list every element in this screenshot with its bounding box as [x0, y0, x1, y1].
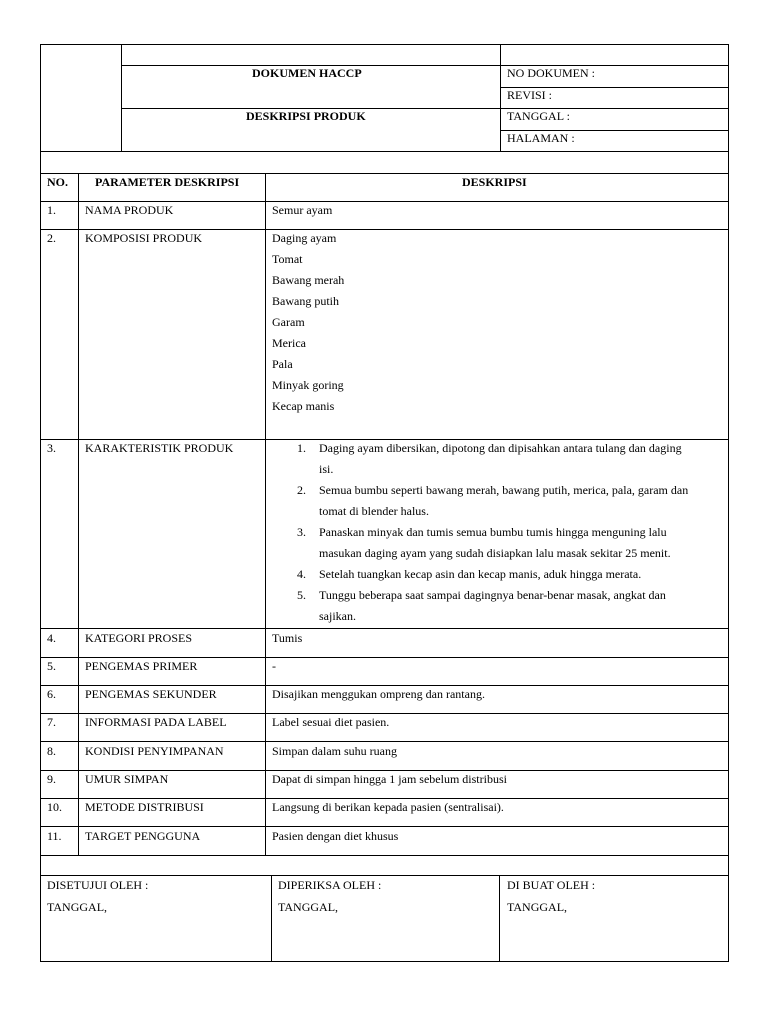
row-number: 4. [47, 631, 56, 645]
row-parameter: PENGEMAS SEKUNDER [85, 687, 217, 701]
approved-date-label: TANGGAL, [47, 900, 108, 914]
no-dokumen-label: NO DOKUMEN : [507, 66, 595, 80]
column-divider-param [265, 173, 266, 856]
row-rule [40, 826, 729, 827]
row-parameter: KATEGORI PROSES [85, 631, 193, 645]
outer-border-bottom [40, 961, 729, 962]
row-parameter: METODE DISTRIBUSI [85, 800, 204, 814]
row-number: 7. [47, 715, 56, 729]
made-date-label: TANGGAL, [507, 900, 568, 914]
row-parameter: INFORMASI PADA LABEL [85, 715, 227, 729]
header-rule [121, 65, 728, 66]
step-number: 2. [297, 483, 306, 497]
step-text: isi. [319, 462, 334, 476]
row-rule [40, 229, 729, 230]
row-number: 2. [47, 231, 56, 245]
approved-by-label: DISETUJUI OLEH : [47, 878, 149, 892]
ingredient-item: Daging ayam [272, 231, 337, 245]
ingredient-item: Tomat [272, 252, 303, 266]
made-by-label: DI BUAT OLEH : [507, 878, 596, 892]
table-top-rule [40, 173, 729, 174]
step-text: Panaskan minyak dan tumis semua bumbu tumis hingga menguning lalu [319, 525, 667, 539]
column-header-param: PARAMETER DESKRIPSI [95, 175, 240, 189]
row-number: 8. [47, 744, 56, 758]
row-number: 9. [47, 772, 56, 786]
step-number: 4. [297, 567, 306, 581]
row-description: Langsung di berikan kepada pasien (sentralisai). [272, 800, 504, 814]
step-text: Setelah tuangkan kecap asin dan kecap manis, aduk hingga merata. [319, 567, 642, 581]
row-number: 3. [47, 441, 56, 455]
document-subtitle: DESKRIPSI PRODUK [246, 109, 366, 123]
ingredient-item: Merica [272, 336, 306, 350]
row-parameter: PENGEMAS PRIMER [85, 659, 198, 673]
header-divider-left [121, 44, 122, 152]
row-parameter: KARAKTERISTIK PRODUK [85, 441, 234, 455]
row-rule [40, 628, 729, 629]
row-description: Semur ayam [272, 203, 333, 217]
ingredient-item: Pala [272, 357, 293, 371]
row-description: - [272, 659, 276, 673]
row-parameter: TARGET PENGGUNA [85, 829, 201, 843]
row-parameter: NAMA PRODUK [85, 203, 174, 217]
step-text: sajikan. [319, 609, 356, 623]
ingredient-item: Bawang merah [272, 273, 345, 287]
step-text: tomat di blender halus. [319, 504, 429, 518]
table-bottom-rule [40, 855, 729, 856]
signature-top-rule [40, 875, 729, 876]
step-number: 3. [297, 525, 306, 539]
row-rule [40, 770, 729, 771]
column-divider-no [78, 173, 79, 856]
row-number: 11. [47, 829, 62, 843]
outer-border-right [728, 44, 729, 962]
ingredient-item: Garam [272, 315, 305, 329]
row-parameter: UMUR SIMPAN [85, 772, 169, 786]
step-number: 1. [297, 441, 306, 455]
column-header-no: NO. [47, 175, 68, 189]
row-rule [40, 201, 729, 202]
outer-border-top [40, 44, 729, 45]
step-text: masukan daging ayam yang sudah disiapkan lalu masak sekitar 25 menit. [319, 546, 671, 560]
header-rule [121, 108, 728, 109]
row-parameter: KOMPOSISI PRODUK [85, 231, 203, 245]
header-bottom-rule [40, 151, 729, 152]
row-description: Simpan dalam suhu ruang [272, 744, 397, 758]
row-parameter: KONDISI PENYIMPANAN [85, 744, 224, 758]
row-rule [40, 657, 729, 658]
step-number: 5. [297, 588, 306, 602]
document-title: DOKUMEN HACCP [252, 66, 362, 80]
row-rule [40, 685, 729, 686]
row-number: 6. [47, 687, 56, 701]
row-number: 10. [47, 800, 62, 814]
checked-date-label: TANGGAL, [278, 900, 339, 914]
row-rule [40, 439, 729, 440]
column-header-desc: DESKRIPSI [462, 175, 527, 189]
outer-border-left [40, 44, 41, 962]
tanggal-label: TANGGAL : [507, 109, 570, 123]
halaman-label: HALAMAN : [507, 131, 575, 145]
row-rule [40, 713, 729, 714]
step-text: Daging ayam dibersikan, dipotong dan dipisahkan antara tulang dan daging [319, 441, 682, 455]
row-description: Pasien dengan diet khusus [272, 829, 399, 843]
row-description: Tumis [272, 631, 303, 645]
row-rule [40, 798, 729, 799]
row-number: 5. [47, 659, 56, 673]
signature-divider [271, 875, 272, 962]
ingredient-item: Minyak goring [272, 378, 344, 392]
signature-divider [499, 875, 500, 962]
header-divider-right [500, 44, 501, 152]
row-number: 1. [47, 203, 56, 217]
row-rule [40, 741, 729, 742]
step-text: Tunggu beberapa saat sampai dagingnya benar-benar masak, angkat dan [319, 588, 666, 602]
ingredient-item: Bawang putih [272, 294, 339, 308]
row-description: Dapat di simpan hingga 1 jam sebelum distribusi [272, 772, 507, 786]
step-text: Semua bumbu seperti bawang merah, bawang putih, merica, pala, garam dan [319, 483, 689, 497]
checked-by-label: DIPERIKSA OLEH : [278, 878, 382, 892]
row-description: Label sesuai diet pasien. [272, 715, 390, 729]
ingredient-item: Kecap manis [272, 399, 335, 413]
row-description: Disajikan menggukan ompreng dan rantang. [272, 687, 485, 701]
revisi-label: REVISI : [507, 88, 552, 102]
